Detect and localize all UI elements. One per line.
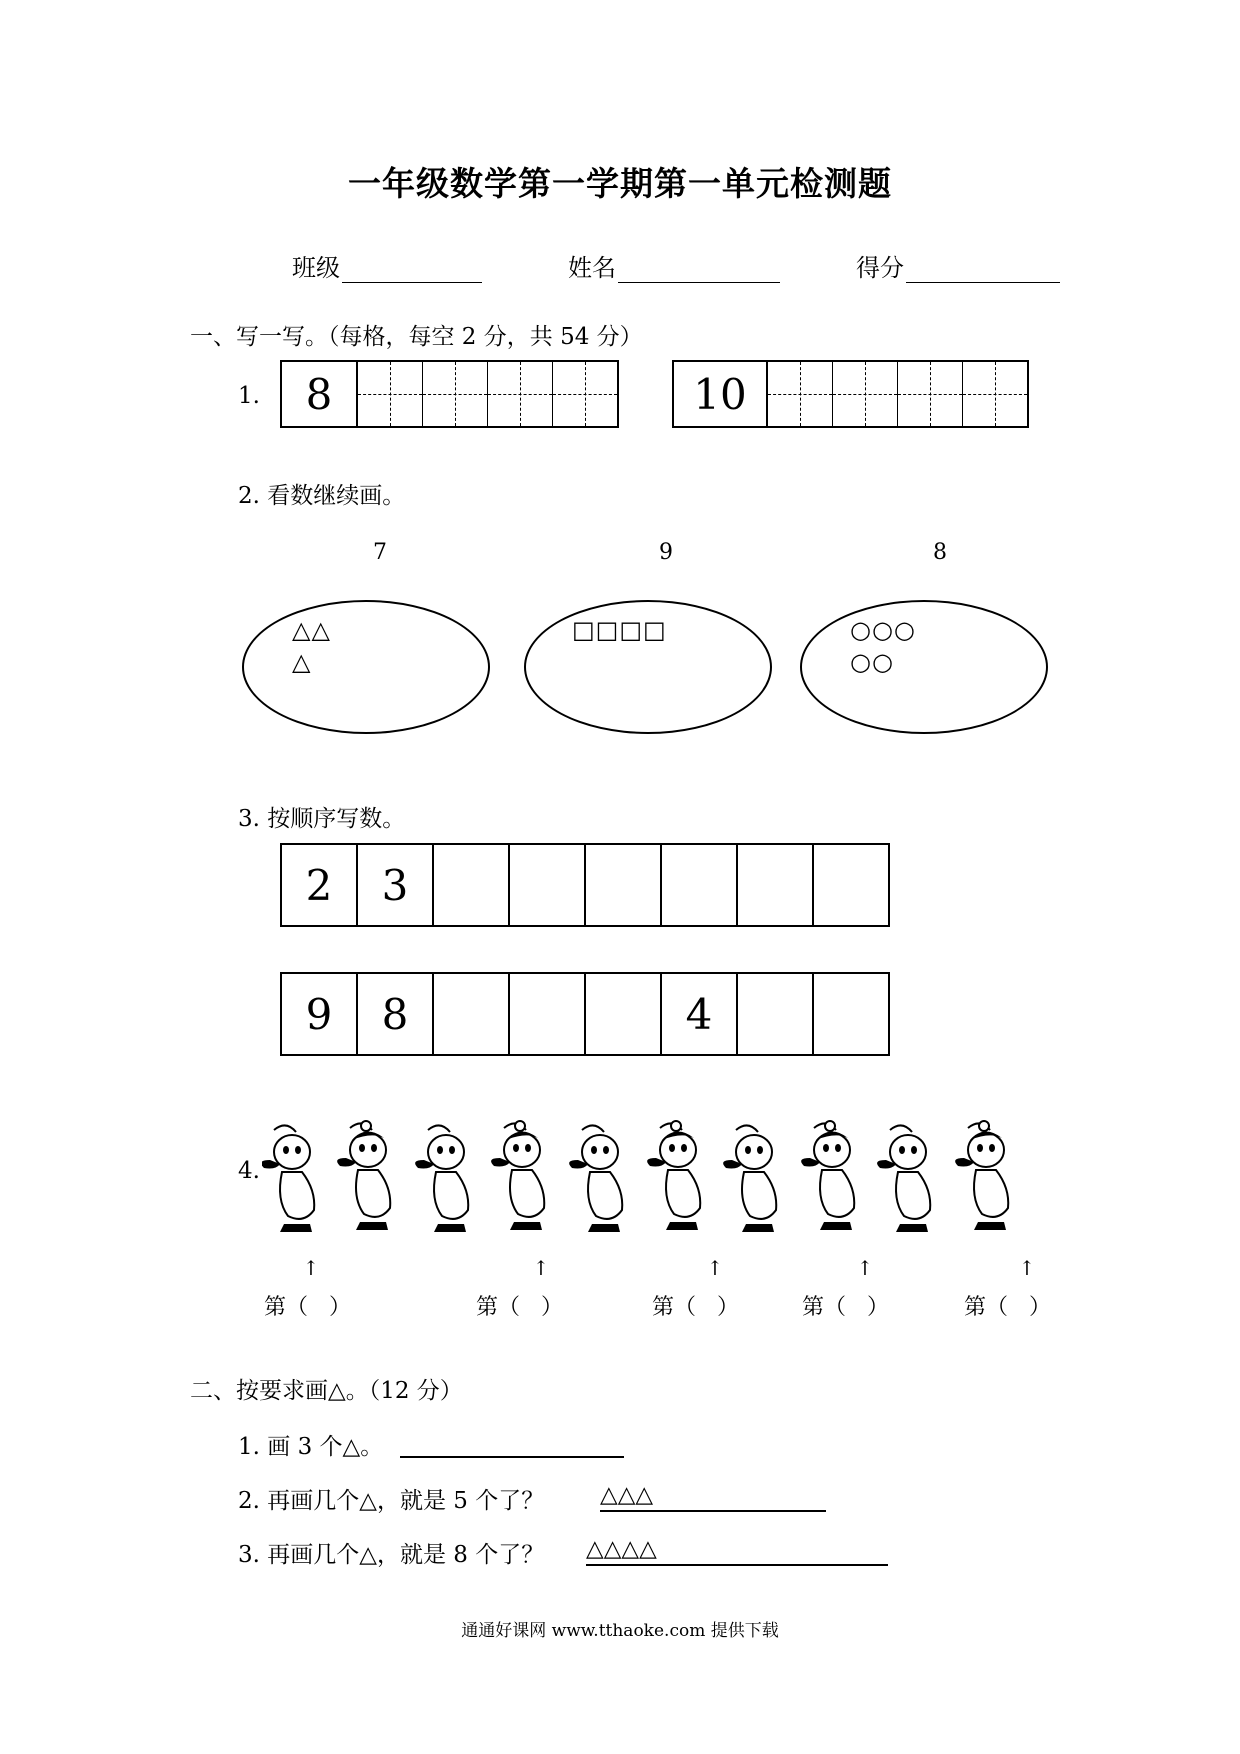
arrow-icon: ↑ [856, 1256, 874, 1280]
draw-question: 1. 画 3 个△。 [238, 1434, 384, 1460]
ordinal-blank[interactable]: 第（ ） [476, 1295, 563, 1320]
given-shapes: ○○○ ○○ [850, 616, 916, 676]
write-cell[interactable] [963, 362, 1027, 426]
sequence-row-1 [280, 843, 890, 927]
score-label: 得分 [856, 254, 904, 282]
write-cell[interactable] [423, 362, 488, 426]
sequence-box[interactable] [738, 974, 814, 1054]
duck-icon [262, 1125, 314, 1232]
group-number: 7 [373, 540, 387, 565]
footer-text: 通通好课网 www.tthaoke.com 提供下载 [461, 1621, 779, 1641]
answer-line[interactable]: △△△△ [586, 1536, 888, 1566]
ducks-illustration [262, 1118, 1062, 1248]
sequence-box: 4 [662, 974, 738, 1054]
page-title: 一年级数学第一学期第一单元检测题 [348, 164, 892, 203]
sequence-box[interactable] [434, 974, 510, 1054]
sequence-box: 8 [358, 974, 434, 1054]
sequence-row-2 [280, 972, 890, 1056]
ordinal-blank[interactable]: 第（ ） [264, 1295, 351, 1320]
write-cell[interactable] [768, 362, 833, 426]
ordinal-blank[interactable]: 第（ ） [964, 1295, 1051, 1320]
duck-icon [491, 1121, 544, 1230]
group-number: 8 [933, 540, 947, 565]
given-shapes: △△ △ [292, 616, 331, 676]
arrow-icon: ↑ [706, 1256, 724, 1280]
answer-line[interactable]: △△△ [600, 1482, 826, 1512]
duck-icon [647, 1121, 700, 1230]
sequence-box: 9 [282, 974, 358, 1054]
draw-question: 3. 再画几个△，就是 8 个了？ [238, 1542, 545, 1568]
score-blank[interactable] [906, 256, 1060, 283]
section-2-heading: 二、按要求画△。（12 分） [190, 1378, 463, 1404]
arrow-icon: ↑ [532, 1256, 550, 1280]
score-field[interactable] [856, 248, 1060, 283]
sequence-box[interactable] [814, 974, 888, 1054]
write-start-number: 10 [674, 362, 768, 426]
sequence-box: 3 [358, 845, 434, 925]
group-number: 9 [659, 540, 673, 565]
name-blank[interactable] [618, 256, 780, 283]
sequence-box[interactable] [586, 974, 662, 1054]
answer-line[interactable] [400, 1428, 624, 1458]
q4-label: 4. [238, 1158, 260, 1184]
sequence-box[interactable] [662, 845, 738, 925]
write-cell[interactable] [488, 362, 553, 426]
ordinal-blank[interactable]: 第（ ） [652, 1295, 739, 1320]
ordinal-blank[interactable]: 第（ ） [802, 1295, 889, 1320]
write-cell[interactable] [553, 362, 617, 426]
section-1-heading: 一、写一写。（每格，每空 2 分，共 54 分） [190, 324, 643, 350]
sequence-box: 2 [282, 845, 358, 925]
write-row-a [280, 360, 619, 428]
sequence-box[interactable] [586, 845, 662, 925]
class-blank[interactable] [342, 256, 482, 283]
write-row-b [672, 360, 1029, 428]
class-field[interactable] [292, 248, 482, 283]
sequence-box[interactable] [738, 845, 814, 925]
drawing-oval[interactable] [242, 600, 490, 734]
draw-question: 2. 再画几个△，就是 5 个了？ [238, 1488, 545, 1514]
q1-label: 1. [238, 383, 260, 409]
arrow-icon: ↑ [1018, 1256, 1036, 1280]
duck-icon [337, 1121, 390, 1230]
duck-icon [955, 1121, 1008, 1230]
duck-icon [415, 1125, 468, 1232]
q3-label: 3. 按顺序写数。 [238, 806, 406, 832]
write-cell[interactable] [833, 362, 898, 426]
q2-label: 2. 看数继续画。 [238, 483, 406, 509]
name-label: 姓名 [568, 254, 616, 282]
write-cell[interactable] [358, 362, 423, 426]
sequence-box[interactable] [510, 974, 586, 1054]
duck-icon [801, 1121, 854, 1230]
sequence-box[interactable] [510, 845, 586, 925]
write-start-number: 8 [282, 362, 358, 426]
arrow-icon: ↑ [302, 1256, 320, 1280]
duck-icon [723, 1125, 776, 1232]
write-cell[interactable] [898, 362, 963, 426]
sequence-box[interactable] [434, 845, 510, 925]
sequence-box[interactable] [814, 845, 888, 925]
given-shapes: □□□□ [572, 616, 667, 644]
drawing-oval[interactable] [800, 600, 1048, 734]
class-label: 班级 [292, 254, 340, 282]
name-field[interactable] [568, 248, 780, 283]
duck-icon [877, 1125, 930, 1232]
duck-icon [569, 1125, 622, 1232]
